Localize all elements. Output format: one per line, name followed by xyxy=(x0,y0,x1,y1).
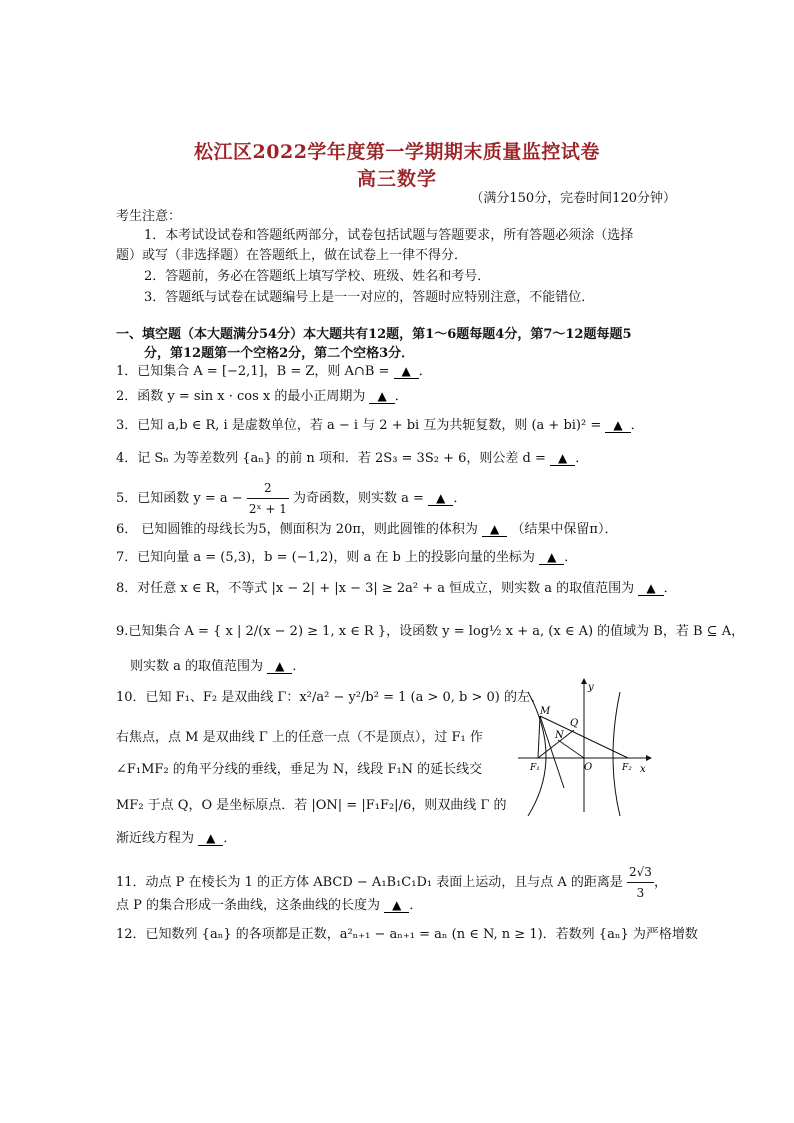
section-heading-cont: 分，第12题第一个空格2分，第二个空格3分． xyxy=(144,346,415,361)
question-6 xyxy=(116,520,617,540)
label-o: O xyxy=(584,762,593,773)
question-text: 5．已知函数 y = a − xyxy=(116,491,243,506)
y-axis-arrow xyxy=(581,678,587,684)
question-5: 5．已知函数 y = a − $\frac{2}{\text{2ˣ + 1}}$ 为奇函数，则实数 a = ▲ ． xyxy=(116,478,466,519)
answer-blank: ▲ xyxy=(428,491,453,506)
section-heading: 一、填空题（本大题满分54分）本大题共有12题，第1～6题每题4分，第7～12题每题5 xyxy=(116,327,632,342)
question-text: ∠F₁MF₂ 的角平分线的垂线，垂足为 N，线段 F₁N 的延长线交 xyxy=(116,762,483,777)
question-text: 6． 已知圆锥的母线长为5，侧面积为 20π，则此圆锥的体积为 xyxy=(116,522,478,537)
question-10-line5: 渐近线方程为 ▲ ． xyxy=(116,831,237,846)
question-text: 9.已知集合 A = { x | 2/(x − 2) ≥ 1, x ∈ R }，设函数 y = log½ x + a, (x ∈ A) 的值域为 B，若 B ⊆ A， xyxy=(116,624,745,639)
label-x: x xyxy=(640,764,646,775)
question-text: （结果中保留π）． xyxy=(511,522,618,537)
answer-blank: ▲ xyxy=(198,831,223,846)
question-text: 为奇函数，则实数 a = xyxy=(293,491,424,506)
question-10-line3 xyxy=(116,760,482,780)
label-f2: F₂ xyxy=(622,763,632,773)
question-text: 4．记 Sₙ 为等差数列 {aₙ} 的前 n 项和．若 2S₃ = 3S₂ + 6，则公差 d = xyxy=(116,451,546,466)
fraction-denominator: 2ˣ + 1 xyxy=(248,502,287,516)
question-10-line2 xyxy=(116,728,483,748)
answer-blank: ▲ xyxy=(605,418,630,433)
notice-item: 2．答题前，务必在答题纸上填写学校、班级、姓名和考号． xyxy=(144,269,491,284)
question-text: 2．函数 y = sin x · cos x 的最小正周期为 xyxy=(116,389,366,404)
fraction-numerator: 2√3 xyxy=(627,862,654,883)
question-11: 11．动点 P 在棱长为 1 的正方体 ABCD − A₁B₁C₁D₁ 表面上运动，且与点 A 的距离是 $\frac{2√3}{3}$ ， xyxy=(116,862,667,903)
answer-blank: ▲ xyxy=(482,522,507,537)
exam-title: 松江区2022学年度第一学期期末质量监控试卷 xyxy=(194,141,600,163)
label-y: y xyxy=(588,682,594,693)
question-4: 4．记 Sₙ 为等差数列 {aₙ} 的前 n 项和．若 2S₃ = 3S₂ + 6，则公差 d = ▲ ． xyxy=(116,451,589,466)
question-8: 8．对任意 x ∈ R，不等式 |x − 2| + |x − 3| ≥ 2a² + a 恒成立，则实数 a 的取值范围为 ▲ ． xyxy=(116,581,677,596)
question-text: 12．已知数列 {aₙ} 的各项都是正数，a²ₙ₊₁ − aₙ₊₁ = aₙ (n ∈ N, n ≥ 1)．若数列 {aₙ} 为严格增数 xyxy=(116,927,698,942)
notice-item: 题）或写（非选择题）在答题纸上，做在试卷上一律不得分． xyxy=(116,248,468,263)
segment-mf1 xyxy=(538,716,540,758)
answer-blank: ▲ xyxy=(384,898,409,913)
notice-item: 3．答题纸与试卷在试题编号上是一一对应的，答题时应特别注意，不能错位． xyxy=(144,290,595,305)
question-text: 11．动点 P 在棱长为 1 的正方体 ABCD − A₁B₁C₁D₁ 表面上运动，且与点 A 的距离是 xyxy=(116,875,623,890)
question-2: 2．函数 y = sin x · cos x 的最小正周期为 ▲ ． xyxy=(116,389,408,404)
question-text: 1．已知集合 A = [−2,1]，B = Z，则 A∩B = xyxy=(116,364,390,379)
exam-subtitle: 高三数学 xyxy=(356,168,437,190)
question-text: 8．对任意 x ∈ R，不等式 |x − 2| + |x − 3| ≥ 2a² + a 恒成立，则实数 a 的取值范围为 xyxy=(116,581,635,596)
answer-blank: ▲ xyxy=(550,451,575,466)
question-text: 7．已知向量 a = (5,3)，b = (−1,2)，则 a 在 b 上的投影向量的坐标为 xyxy=(116,550,535,565)
answer-blank: ▲ xyxy=(539,550,564,565)
fraction-numerator: 2 xyxy=(247,478,289,499)
segment-on xyxy=(558,740,584,758)
notice-heading: 考生注意： xyxy=(116,209,182,224)
label-f1: F₁ xyxy=(530,763,540,773)
notice-item: 1．本考试设试卷和答题纸两部分，试卷包括试题与答题要求，所有答题必须涂（选择 xyxy=(144,228,634,243)
exam-meta: （满分150分，完卷时间120分钟） xyxy=(470,191,676,206)
hyperbola-figure xyxy=(518,676,678,816)
question-text: 渐近线方程为 xyxy=(116,831,195,846)
fraction-denominator: 3 xyxy=(636,886,645,900)
question-text: 右焦点，点 M 是双曲线 Γ 上的任意一点（不是顶点），过 F₁ 作 xyxy=(116,730,483,745)
question-text: 3．已知 a,b ∈ R, i 是虚数单位，若 a − i 与 2 + bi 互为共轭复数，则 (a + bi)² = xyxy=(116,418,602,433)
label-n: N xyxy=(555,730,564,741)
x-axis-arrow xyxy=(646,755,652,761)
fraction xyxy=(627,862,654,903)
question-7: 7．已知向量 a = (5,3)，b = (−1,2)，则 a 在 b 上的投影向量的坐标为 ▲ ． xyxy=(116,550,578,565)
question-12 xyxy=(116,925,698,945)
fraction xyxy=(247,478,289,519)
question-10 xyxy=(116,688,543,708)
question-text: 则实数 a 的取值范围为 xyxy=(130,659,264,674)
question-11-cont: 点 P 的集合形成一条曲线，这条曲线的长度为 ▲ ． xyxy=(116,898,423,913)
label-q: Q xyxy=(570,718,579,729)
question-9-cont: 则实数 a 的取值范围为 ▲ ． xyxy=(130,659,306,674)
question-1: 1．已知集合 A = [−2,1]，B = Z，则 A∩B = ▲ ． xyxy=(116,364,432,379)
answer-blank: ▲ xyxy=(638,581,663,596)
question-text: 10．已知 F₁、F₂ 是双曲线 Γ：x²/a² − y²/b² = 1 (a > 0, b > 0) 的左、 xyxy=(116,690,543,705)
question-9 xyxy=(116,622,744,642)
question-text: MF₂ 于点 Q，O 是坐标原点．若 |ON| = |F₁F₂|/6，则双曲线 Γ 的 xyxy=(116,798,507,813)
answer-blank: ▲ xyxy=(267,659,292,674)
question-10-line4 xyxy=(116,796,507,816)
question-text: 点 P 的集合形成一条曲线，这条曲线的长度为 xyxy=(116,898,381,913)
answer-blank: ▲ xyxy=(369,389,394,404)
question-3: 3．已知 a,b ∈ R, i 是虚数单位，若 a − i 与 2 + bi 互为共轭复数，则 (a + bi)² = ▲ ． xyxy=(116,418,644,433)
answer-blank: ▲ xyxy=(394,364,419,379)
label-m: M xyxy=(540,706,551,717)
